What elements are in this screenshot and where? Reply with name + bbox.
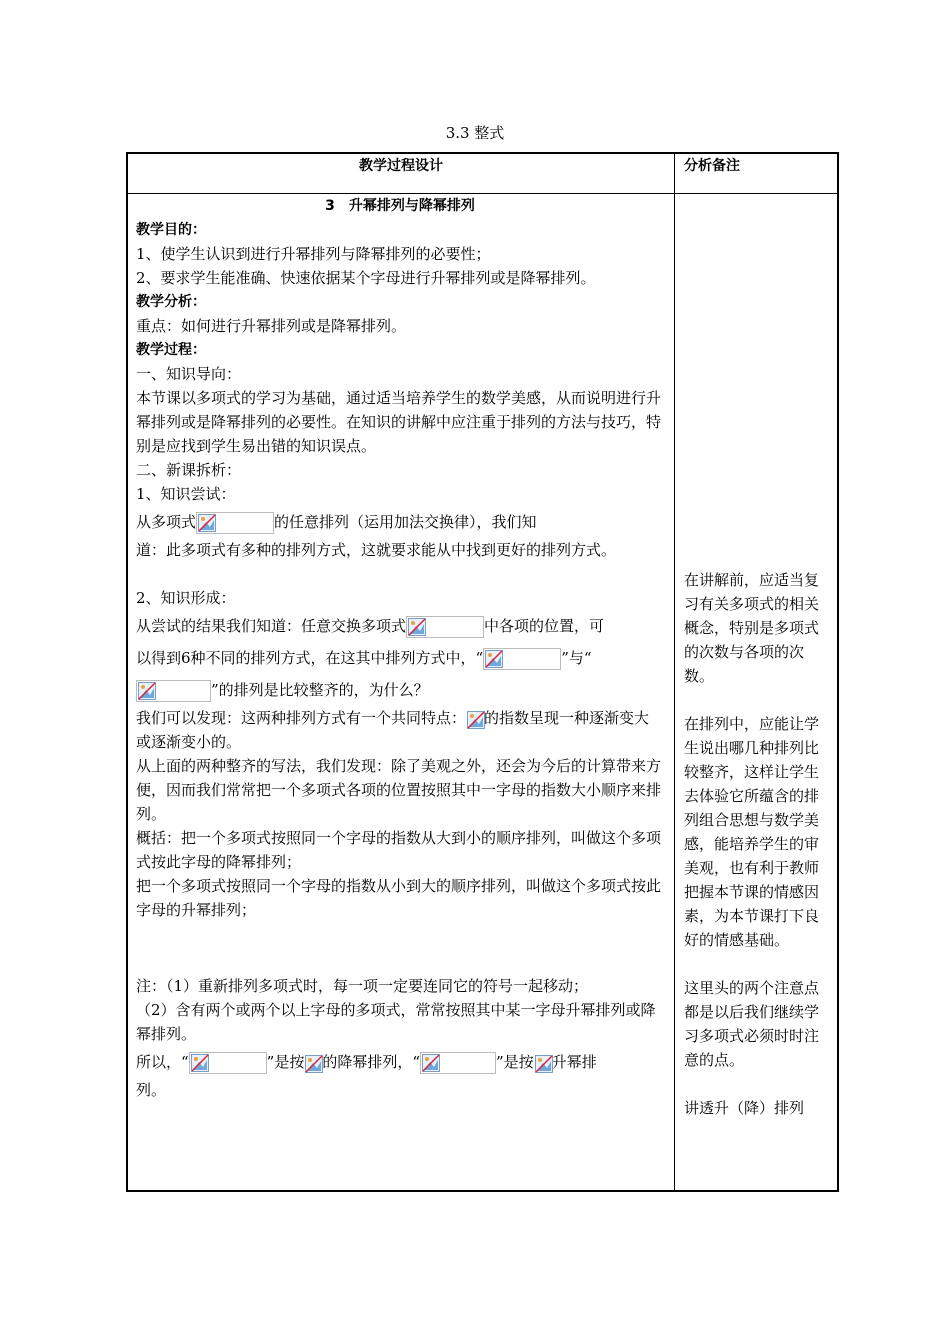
- part1-title: 一、知识导向：: [136, 365, 242, 383]
- form-line-2: 以得到6种不同的排列方式，在这其中排列方式中，“ ”与“: [136, 642, 664, 674]
- part2-title: 二、新课拆析：: [136, 461, 242, 479]
- part1-text: 本节课以多项式的学习为基础，通过适当培养学生的数学美感，从而说明进行升幂排列或是降幂排列的必要性。在知识的讲解中应注重于排列的方法与技巧，特别是应找到学生易出错的知识误点。: [136, 389, 662, 455]
- process-heading: 教学过程：: [136, 342, 206, 358]
- lesson-table: [126, 152, 839, 1192]
- broken-image-icon: [420, 1052, 496, 1074]
- goal-item: 1、使学生认识到进行升幂排列与降幂排列的必要性；: [136, 245, 491, 263]
- summary-asc: 把一个多项式按照同一个字母的指数从小到大的顺序排列，叫做这个多项式按此字母的升幂排列；: [136, 877, 662, 919]
- note-2: （2）含有两个或两个以上字母的多项式，常常按照其中某一字母升幂排列或降幂排列。: [136, 1001, 656, 1043]
- column-header-process: 教学过程设计: [359, 158, 443, 174]
- broken-image-icon: [534, 1054, 552, 1072]
- note-attention: 这里头的两个注意点都是以后我们继续学习多项式必须时时注意的点。: [684, 979, 820, 1069]
- page-title: 3.3 整式: [445, 124, 505, 142]
- column-header-notes: 分析备注: [684, 158, 740, 174]
- form-line-3: ”的排列是比较整齐的，为什么？: [136, 674, 664, 706]
- broken-image-icon: [483, 648, 561, 670]
- form-line-1: 从尝试的结果我们知道：任意交换多项式 中各项的位置，可: [136, 610, 664, 642]
- summary-desc: 概括：把一个多项式按照同一个字母的指数从大到小的顺序排列，叫做这个多项式按此字母的降幂排列；: [136, 829, 662, 871]
- conclusion-text: 从上面的两种整齐的写法，我们发现：除了美观之外，还会为今后的计算带来方便，因而我们常常把一个多项式各项的位置按照其中一字母的指数大小顺序来排列。: [136, 757, 662, 823]
- try-continue: 道：此多项式有多种的排列方式，这就要求能从中找到更好的排列方式。: [136, 541, 617, 559]
- note-explain: 讲透升（降）排列: [684, 1099, 805, 1117]
- note-arrangement: 在排列中，应能让学生说出哪几种排列比较整齐，这样让学生去体验它所蕴含的排列组合思想与数学美感，能培养学生的审美观，也有利于教师把握本节课的情感因素，为本节课打下良好的情感基础。: [684, 715, 820, 949]
- goal-item: 2、要求学生能准确、快速依据某个字母进行升幂排列或是降幂排列。: [136, 269, 596, 287]
- notes-cell: [684, 194, 830, 1120]
- broken-image-icon: [466, 710, 484, 728]
- so-line-end: 列。: [136, 1081, 167, 1099]
- column-divider: [674, 154, 675, 1190]
- note-review: 在讲解前，应适当复习有关多项式的相关概念，特别是多项式的次数与各项的次数。: [684, 571, 820, 685]
- process-cell: [136, 194, 664, 1102]
- broken-image-icon: [304, 1054, 322, 1072]
- note-1: 注：（1）重新排列多项式时，每一项一定要连同它的符号一起移动；: [136, 977, 589, 995]
- form-title: 2、知识形成：: [136, 589, 236, 607]
- try-title: 1、知识尝试：: [136, 485, 236, 503]
- try-line: 从多项式 的任意排列（运用加法交换律），我们知: [136, 506, 664, 538]
- broken-image-icon: [196, 512, 274, 534]
- broken-image-icon: [406, 616, 484, 638]
- find-line: 我们可以发现：这两种排列方式有一个共同特点： 的指数呈现一种逐渐变大或逐渐变小的。: [136, 709, 650, 751]
- so-line: 所以，“ ”是按 的降幂排列，“ ”是按 升幂排: [136, 1046, 664, 1078]
- broken-image-icon: [189, 1052, 267, 1074]
- analysis-text: 重点：如何进行升幂排列或是降幂排列。: [136, 317, 407, 335]
- section-title: 3 升幂排列与降幂排列: [325, 198, 475, 214]
- analysis-heading: 教学分析：: [136, 294, 206, 310]
- broken-image-icon: [136, 680, 211, 702]
- goals-heading: 教学目的：: [136, 222, 206, 238]
